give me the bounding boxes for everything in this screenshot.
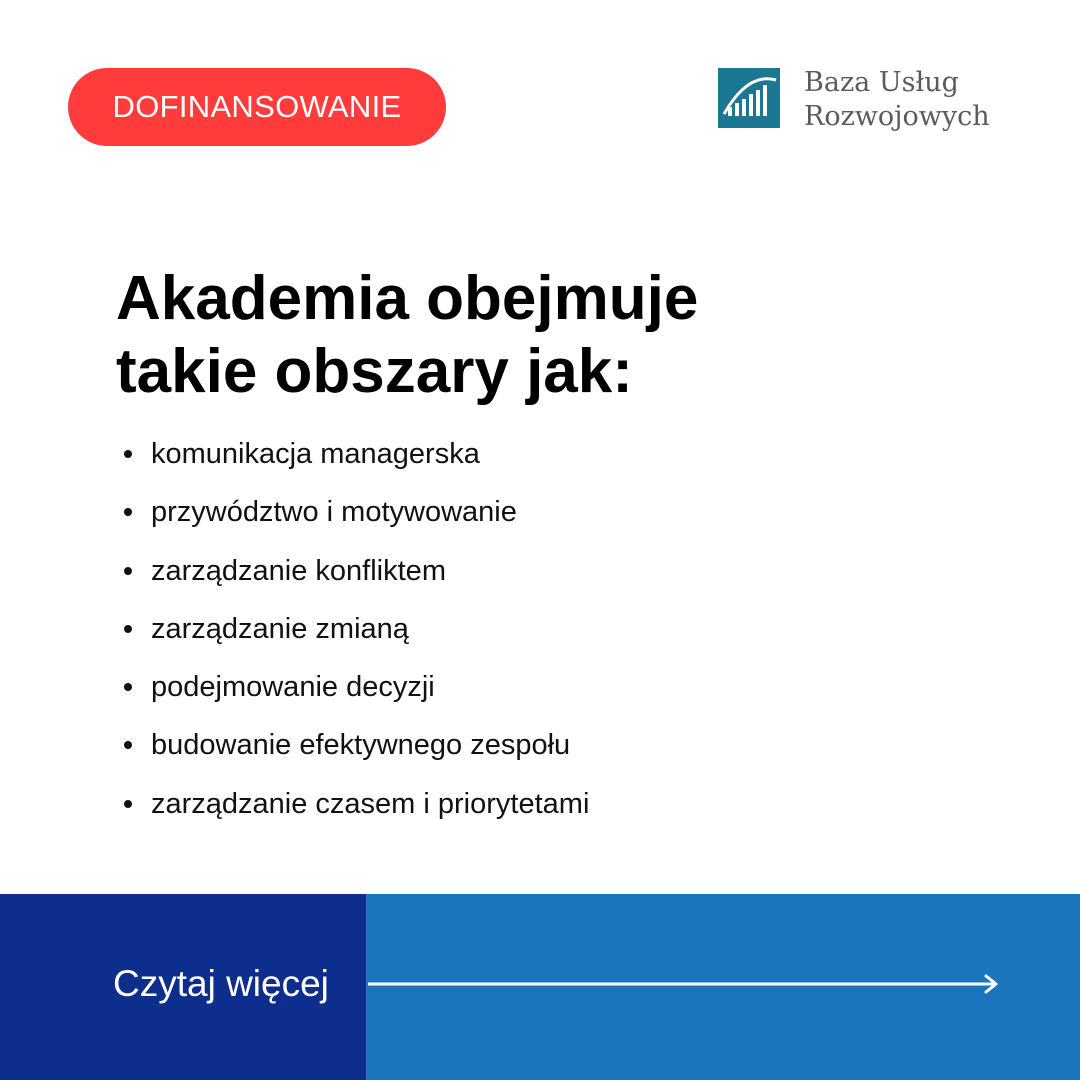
page-title [116,262,916,408]
footer-divider [366,894,367,1080]
bullet-icon [124,625,132,633]
list-item [122,486,589,544]
read-more-link[interactable]: Czytaj więcej [113,963,329,1004]
list-item-label: zarządzanie konfliktem [151,554,446,587]
logo-text-line-1: Baza Usług [804,67,959,98]
logo-mark-icon [718,68,780,128]
list-item [122,719,589,777]
bullet-icon [124,741,132,749]
list-item [122,778,589,836]
arrow-right-icon[interactable] [368,974,1000,994]
list-item-label: zarządzanie czasem i priorytetami [151,787,590,820]
list-item [122,661,589,719]
logo-text [804,66,990,134]
bullet-icon [124,450,132,458]
areas-list [122,428,589,836]
list-item-label: komunikacja managerska [151,438,480,470]
bullet-icon [124,683,132,691]
footer-bar [0,894,1080,1080]
list-item [122,545,589,603]
list-item-label: zarządzanie zmianą [151,612,409,645]
list-item [122,603,589,661]
list-item-label: budowanie efektywnego zespołu [151,729,571,762]
list-item-label: przywództwo i motywowanie [151,496,517,529]
page-title-line-2: takie obszary jak: [116,337,633,406]
bullet-icon [124,567,132,575]
bullet-icon [124,508,132,516]
list-item [122,428,589,486]
logo [718,66,1018,136]
bullet-icon [124,800,132,808]
logo-text-line-2: Rozwojowych [804,101,990,132]
page-title-line-1: Akademia obejmuje [116,264,699,333]
category-badge: DOFINANSOWANIE [68,68,446,146]
list-item-label: podejmowanie decyzji [151,671,435,704]
